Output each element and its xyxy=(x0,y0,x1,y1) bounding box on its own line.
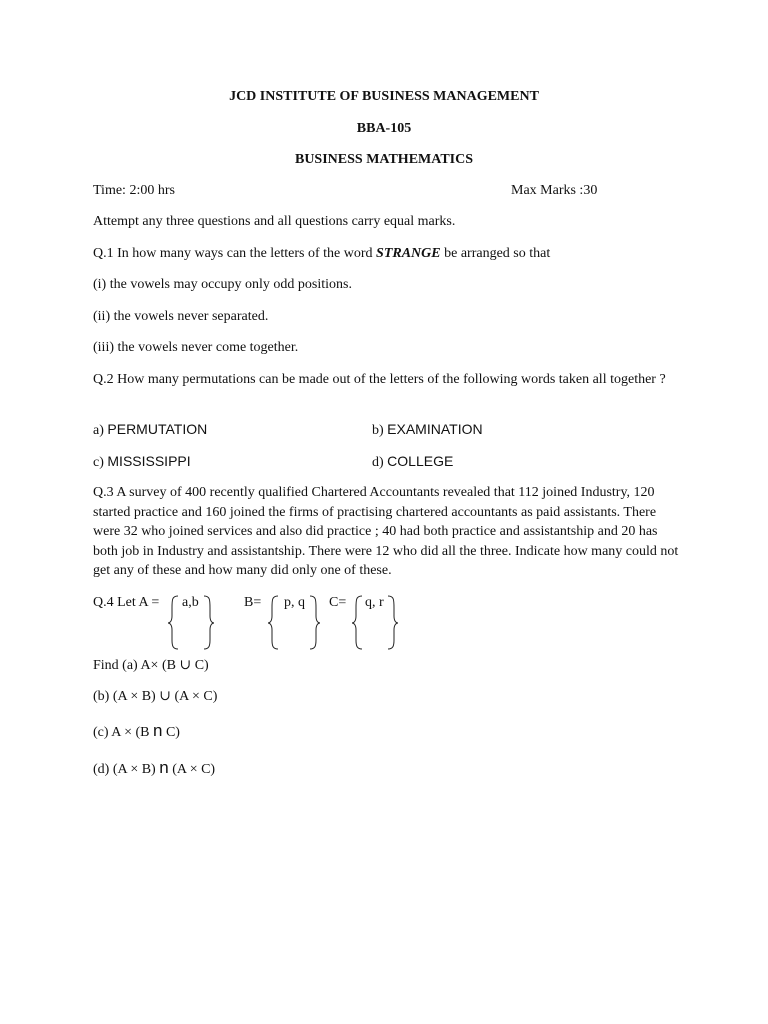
q1-part-iii: (iii) the vowels never come together. xyxy=(93,340,299,355)
q1-prefix: Q.1 In how many ways can the letters of the word xyxy=(93,246,377,261)
q4-let-c: C= xyxy=(329,595,347,610)
q4-let-b: B= xyxy=(244,595,262,610)
exam-time: Time: 2:00 hrs xyxy=(93,183,175,198)
course-code: BBA-105 xyxy=(356,121,412,136)
set-b-elements: p, q xyxy=(284,595,305,610)
q4-let-a: Q.4 Let A = xyxy=(93,595,160,610)
q1-stem xyxy=(93,244,550,263)
q2-stem: Q.2 How many permutations can be made out of the letters of the following words taken all together ? xyxy=(93,372,666,387)
institute-title: JCD INSTITUTE OF BUSINESS MANAGEMENT xyxy=(229,89,539,104)
q4-part-a: Find (a) A× (B ∪ C) xyxy=(93,658,209,673)
q4-part-b: (b) (A × B) ∪ (A × C) xyxy=(93,689,218,704)
max-marks: Max Marks :30 xyxy=(511,183,598,198)
q4-part-c: (c) A × (B n C) xyxy=(93,721,180,740)
q1-part-i: (i) the vowels may occupy only odd positions. xyxy=(93,277,352,292)
q1-part-ii: (ii) the vowels never separated. xyxy=(93,309,269,324)
subject-title: BUSINESS MATHEMATICS xyxy=(294,152,474,167)
q2-option-c: c) MISSISSIPPI xyxy=(93,453,191,470)
q2-option-a: a) PERMUTATION xyxy=(93,421,208,438)
q2-option-b: b) EXAMINATION xyxy=(372,421,483,438)
q3-stem: Q.3 A survey of 400 recently qualified Chartered Accountants revealed that 112 joined Industry, 120 started practice and 160 joined the firms of practising chartered accountants as paid assistants. There were 32 who joined services and also did practice ; 40 had both practice and assistantship and 20 has both job in Industry and assistantship. There were 12 who did all the three. Indicate how many could not get any of these and how many did only one of these. xyxy=(93,485,679,578)
q1-word: STRANGE xyxy=(376,246,441,261)
instructions: Attempt any three questions and all questions carry equal marks. xyxy=(93,214,456,229)
q1-suffix: be arranged so that xyxy=(440,246,551,261)
q2-option-d: d) COLLEGE xyxy=(372,453,454,470)
q4-part-d: (d) (A × B) n (A × C) xyxy=(93,758,216,777)
set-a-elements: a,b xyxy=(182,595,199,610)
set-c-elements: q, r xyxy=(365,595,384,610)
